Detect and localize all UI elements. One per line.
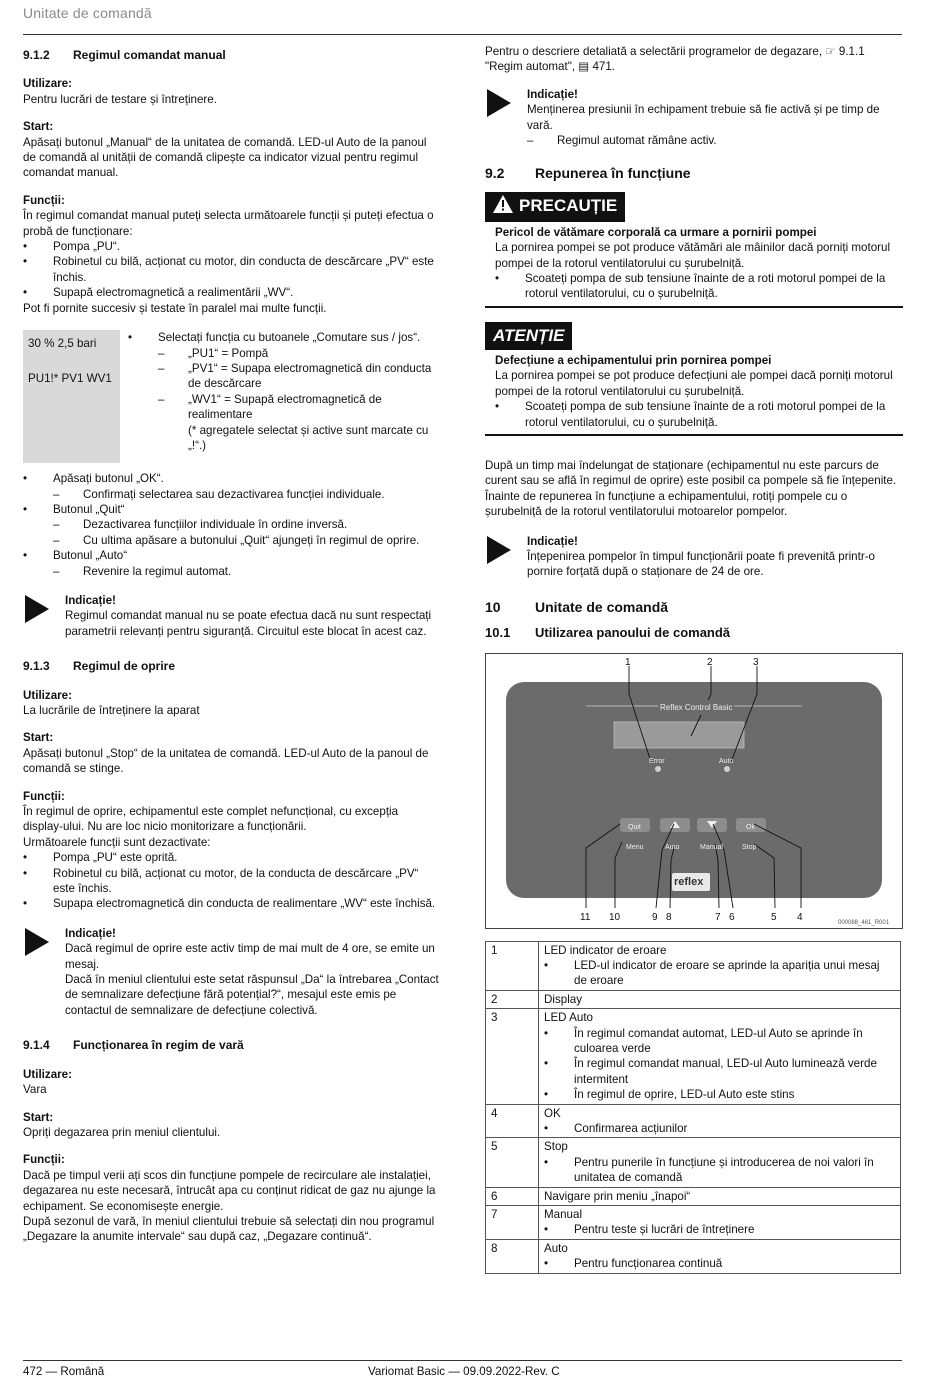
legend-table	[485, 941, 901, 1274]
display-line: PU1!* PV1 WV1	[28, 371, 112, 385]
table-cell-number: 8	[486, 1239, 539, 1273]
error-led-label: Error	[649, 757, 665, 765]
table-cell-label: Display	[544, 992, 583, 1006]
note-box	[23, 926, 441, 1018]
table-row	[486, 941, 901, 990]
warning-triangle-icon	[493, 195, 513, 219]
table-cell-description	[539, 1239, 901, 1273]
menu-button: Menu	[626, 843, 644, 851]
table-cell-label: Manual	[544, 1208, 583, 1222]
label: Utilizare:	[23, 1067, 72, 1081]
list-item: • Robinetul cu bilă, acționat cu motor, din conducta de descărcare „PV“ este închis.	[23, 254, 441, 285]
caution-badge: PRECAUȚIE	[485, 192, 625, 222]
table-cell-number: 2	[486, 990, 539, 1008]
section-heading-101: 10.1 Utilizarea panoului de comandă	[485, 625, 731, 641]
list-item: – Revenire la regimul automat.	[53, 564, 441, 579]
bullet-list	[23, 239, 441, 301]
attention-text: La pornirea pompei se pot produce defecțiuni ale pompei dacă porniți motorul pompei de la rotorul ventilatorului cu șurubelniță.	[495, 369, 893, 398]
table-cell-label: Auto	[544, 1241, 568, 1255]
list-item: – „PU1“ = Pompă	[158, 346, 441, 361]
paragraph: În regimul comandat manual puteți selecta următoarele funcții și puteți efectua o probă de funcționare:	[23, 209, 434, 238]
list-item: • În regimul comandat automat, LED-ul Auto se aprinde în culoarea verde	[544, 1026, 895, 1057]
left-column	[23, 44, 441, 1245]
list-item: • Butonul „Auto“	[23, 548, 441, 563]
attention-badge: ATENȚIE	[485, 322, 572, 350]
caution-title: Pericol de vătămare corporală ca urmare a pornirii pompei	[495, 225, 817, 239]
callout-number: 3	[753, 656, 759, 668]
list-item: • Scoateți pompa de sub tensiune înainte de a roti motorul pompei de la rotorul ventilatorului, cu o șurubelniță.	[495, 271, 903, 302]
list-item: – Dezactivarea funcțiilor individuale în ordine inversă.	[53, 517, 441, 532]
list-item: – „PV1“ = Supapa electromagnetică din conducta de descărcare	[158, 361, 441, 392]
note-title: Indicație!	[527, 87, 578, 101]
caution-text: La pornirea pompei se pot produce vătămări ale mâinilor dacă porniți motorul pompei de la rotorul ventilatorului cu șurubelniță.	[495, 241, 891, 270]
list-item: • Pentru teste și lucrări de întreținere	[544, 1222, 895, 1237]
table-cell-number: 7	[486, 1206, 539, 1240]
auto-button: Auto	[665, 843, 680, 851]
arrow-icon	[485, 534, 527, 580]
table-cell-label: Navigare prin meniu „înapoi“	[544, 1189, 691, 1203]
list-item: – Confirmați selectarea sau dezactivarea funcției individuale.	[53, 487, 441, 502]
table-cell-number: 3	[486, 1009, 539, 1104]
display-example	[23, 330, 441, 463]
table-row	[486, 1138, 901, 1187]
stop-button: Stop	[742, 843, 757, 851]
auto-led-label: Auto	[719, 757, 734, 765]
table-cell-label: Stop	[544, 1140, 568, 1154]
list-item: – „WV1“ = Supapă electromagnetică de realimentare	[158, 392, 441, 423]
footer-doc: Variomat Basic — 09.09.2022-Rev. C	[368, 1365, 560, 1378]
callout-number: 7	[715, 911, 721, 923]
note-box	[485, 534, 903, 580]
paragraph: Apăsați butonul „Stop“ de la unitatea de comandă. LED-ul Auto de la panoul de comandă se stinge.	[23, 746, 429, 776]
list-item: • Pompa „PU“ este oprită.	[23, 850, 441, 865]
footer-page: 472 — Română	[23, 1365, 105, 1378]
arrow-icon	[485, 87, 527, 149]
table-cell-description	[539, 1187, 901, 1205]
callout-number: 10	[609, 911, 621, 923]
section-heading-10: 10 Unitate de comandă	[485, 598, 669, 615]
table-cell-description	[539, 990, 901, 1008]
table-row	[486, 1187, 901, 1205]
figure-code: 000088_461_R001	[838, 919, 890, 926]
label: Start:	[23, 120, 54, 134]
note-box	[23, 593, 441, 639]
display-line: 30 % 2,5 bari	[28, 337, 97, 351]
list-item: • Confirmarea acțiunilor	[544, 1121, 895, 1136]
callout-number: 9	[652, 911, 658, 923]
note-title: Indicație!	[65, 926, 116, 940]
list-item: • Butonul „Quit“	[23, 502, 441, 517]
callout-number: 8	[666, 911, 672, 923]
list-item: • LED-ul indicator de eroare se aprinde la apariția unui mesaj de eroare	[544, 958, 895, 989]
table-cell-label: LED Auto	[544, 1011, 593, 1025]
note-text: Menținerea presiunii în echipament trebuie să fie activă și pe timp de vară.	[527, 103, 880, 132]
table-row	[486, 1009, 901, 1104]
table-row	[486, 1206, 901, 1240]
callout-number: 4	[797, 911, 803, 923]
attention-box	[485, 322, 903, 436]
label: Start:	[23, 1110, 54, 1124]
note-text: Dacă regimul de oprire este activ timp de mai mult de 4 ore, se emite un mesaj.	[65, 942, 435, 971]
attention-title: Defecțiune a echipamentului prin pornirea pompei	[495, 353, 772, 367]
paragraph: Următoarele funcții sunt dezactivate:	[23, 835, 211, 849]
note-text: Regimul comandat manual nu se poate efectua dacă nu sunt respectați parametrii relevanți pentru siguranță. Circuitul este blocat în acest caz.	[65, 609, 432, 638]
list-item: – Cu ultima apăsare a butonului „Quit“ ajungeți în regimul de oprire.	[53, 533, 441, 548]
table-cell-number: 4	[486, 1104, 539, 1138]
control-panel-figure	[485, 653, 903, 929]
paragraph: Pentru lucrări de testare și întreținere.	[23, 92, 217, 106]
table-cell-number: 1	[486, 941, 539, 990]
table-cell-label: OK	[544, 1106, 561, 1120]
paragraph: Pentru o descriere detaliată a selectării programelor de degazare, ☞ 9.1.1 "Regim automat", ▤ 471.	[485, 45, 865, 74]
list-item: • Supapa electromagnetică din conducta de realimentare „WV“ este închisă.	[23, 896, 441, 911]
list-item: • Supapă electromagnetică a realimentării „WV“.	[23, 285, 441, 300]
note-box	[485, 87, 903, 149]
callout-number: 1	[625, 656, 631, 668]
callout-number: 11	[580, 911, 591, 923]
table-cell-description	[539, 1009, 901, 1104]
paragraph: După sezonul de vară, în meniul clientului trebuie să selectați din nou programul „Degazare la anumite intervale“ sau după caz, „Degazare continuă“.	[23, 1214, 435, 1244]
note-title: Indicație!	[65, 593, 116, 607]
right-column	[485, 44, 903, 1274]
list-item: – Regimul automat rămâne activ.	[527, 133, 903, 148]
callout-number: 6	[729, 911, 735, 923]
list-item: • Pentru funcționarea continuă	[544, 1256, 895, 1271]
paragraph: Dacă pe timpul verii ați scos din funcțiune pompele de recirculare ale instalației, degazarea nu este necesară, întrucât apa cu conținut ridicat de gaz nu ajunge la echipament. Se economisește energie.	[23, 1168, 436, 1213]
note-text: Dacă în meniul clientului este setat răspunsul „Da“ la întrebarea „Contact de semnalizare defecțiune fără potențial?“, mesajul este emis pe contactul de semnalizare de defecțiune colectivă.	[65, 973, 439, 1017]
list-item: • Pompa „PU“.	[23, 239, 441, 254]
arrow-icon	[23, 926, 65, 1018]
display-preview	[23, 330, 120, 463]
label: Start:	[23, 731, 54, 745]
paragraph: La lucrările de întreținere la aparat	[23, 703, 200, 717]
paragraph: Apăsați butonul „Manual“ de la unitatea de comandă. LED-ul Auto de la panoul de comandă al unității de comandă clipește ca indicator vizual pentru regimul comandat manual.	[23, 135, 427, 180]
paragraph: Pot fi pornite succesiv și testate în paralel mai multe funcții.	[23, 301, 327, 315]
paragraph: Vara	[23, 1083, 47, 1097]
paragraph: Opriți degazarea prin meniul clientului.	[23, 1125, 221, 1139]
label: Utilizare:	[23, 688, 72, 702]
table-cell-number: 5	[486, 1138, 539, 1187]
manual-button: Manual	[700, 843, 723, 851]
section-heading-92: 9.2 Repunerea în funcțiune	[485, 165, 691, 182]
label: Funcții:	[23, 193, 65, 207]
caution-box	[485, 192, 903, 308]
list-item: • Scoateți pompa de sub tensiune înainte de a roti motorul pompei de la rotorul ventilatorului, cu o șurubelniță.	[495, 399, 903, 430]
label: Funcții:	[23, 789, 65, 803]
footer-divider	[23, 1360, 902, 1361]
table-cell-description	[539, 941, 901, 990]
section-heading-914: 9.1.4 Funcționarea în regim de vară	[23, 1038, 244, 1053]
panel-brand: Reflex Control Basic	[658, 700, 734, 715]
list-item: • În regimul comandat manual, LED-ul Auto luminează verde intermitent	[544, 1056, 895, 1087]
table-cell-number: 6	[486, 1187, 539, 1205]
list-item: • Selectați funcția cu butoanele „Comutare sus / jos“.	[128, 330, 441, 345]
table-row	[486, 1104, 901, 1138]
page-header: Unitate de comandă	[23, 5, 152, 21]
reflex-logo: reflex	[674, 875, 704, 888]
table-cell-label: LED indicator de eroare	[544, 943, 667, 957]
table-cell-description	[539, 1138, 901, 1187]
paragraph: (* agregatele selectat și active sunt marcate cu „!“.)	[188, 423, 429, 452]
note-text: Înțepenirea pompelor în timpul funcționării poate fi prevenită printr-o pornire forțată după o staționare de 24 de ore.	[527, 549, 876, 579]
header-divider	[23, 34, 902, 35]
list-item: • Robinetul cu bilă, acționat cu motor, de la conducta de descărcare „PV“ este închis.	[23, 866, 441, 897]
table-cell-description	[539, 1104, 901, 1138]
list-item: • Apăsați butonul „OK“.	[23, 471, 441, 486]
list-item: • Pentru punerile în funcțiune și introducerea de noi valori în unitatea de comandă	[544, 1155, 895, 1186]
quit-button: Quit	[628, 823, 641, 831]
label: Utilizare:	[23, 77, 72, 91]
table-row	[486, 1239, 901, 1273]
arrow-icon	[23, 593, 65, 639]
table-cell-description	[539, 1206, 901, 1240]
label: Funcții:	[23, 1153, 65, 1167]
section-heading-912: 9.1.2 Regimul comandat manual	[23, 48, 226, 62]
paragraph: În regimul de oprire, echipamentul este complet nefuncțional, cu excepția display-ului. Nu are loc nicio monitorizare a funcționării.	[23, 805, 399, 834]
note-title: Indicație!	[527, 534, 578, 548]
table-row	[486, 990, 901, 1008]
callout-number: 2	[707, 656, 713, 668]
section-heading-913: 9.1.3 Regimul de oprire	[23, 659, 176, 674]
ok-button: Ok	[746, 823, 755, 831]
list-item: • În regimul de oprire, LED-ul Auto este stins	[544, 1087, 895, 1102]
callout-number: 5	[771, 911, 777, 923]
paragraph: După un timp mai îndelungat de staționare (echipamentul nu este parcurs de curent sau se află în regimul de oprire) este posibil ca pompele să fie înțepenite. Înainte de repunerea în funcțiune a echipamentului, rotiți pompele cu o șurubelniță de la rotorul ventilatorului motoarelor pompelor.	[485, 458, 897, 519]
